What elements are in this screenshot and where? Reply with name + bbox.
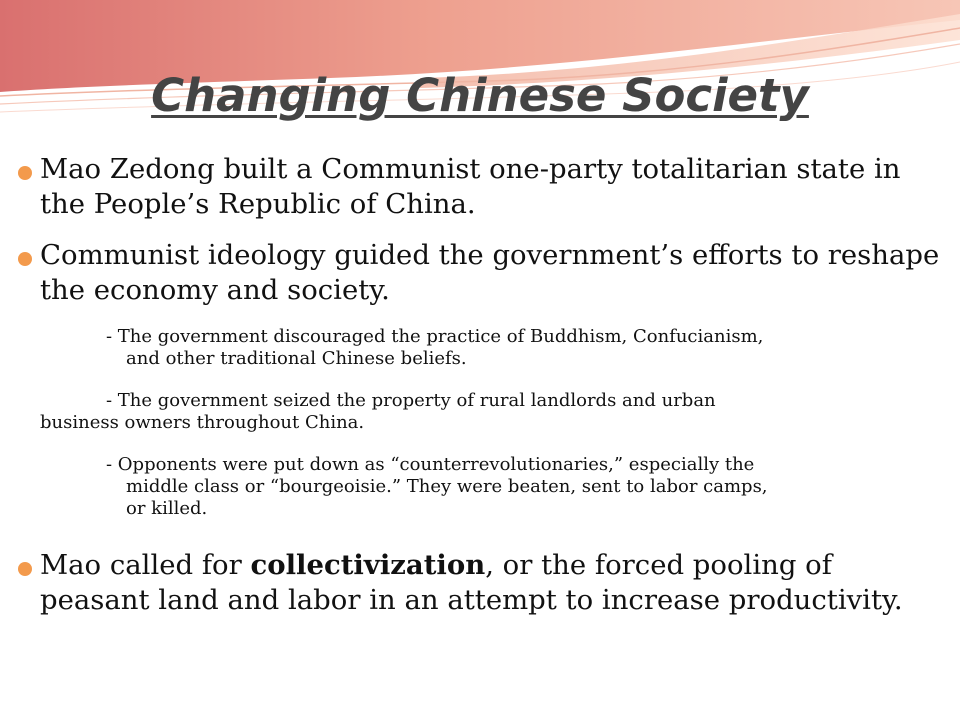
subpoint-line (40, 454, 940, 476)
bullet-3-post: , or the forced pooling of peasant land and labor in an attempt to increase productivity. (40, 549, 903, 616)
subpoint-line (40, 326, 940, 348)
subpoint-line (40, 498, 940, 520)
subpoint-text: business owners throughout China. (40, 412, 365, 433)
bullet-dot (18, 562, 32, 576)
subpoint-1 (40, 326, 940, 370)
bullet-dot (18, 166, 32, 180)
subpoint-text: and other traditional Chinese beliefs. (126, 348, 467, 369)
bullet-dot (18, 252, 32, 266)
subpoint-text: or killed. (126, 498, 208, 519)
bullet-2: Communist ideology guided the government’s efforts to reshape the economy and society. (40, 239, 940, 306)
subpoint-text: middle class or “bourgeoisie.” They were beaten, sent to labor camps, (126, 476, 768, 497)
subpoint-line (40, 412, 940, 434)
subpoint-line (40, 390, 940, 412)
bullet-3-term: collectivization (250, 549, 486, 581)
bullet-1: Mao Zedong built a Communist one-party totalitarian state in the People’s Republic of China. (40, 153, 901, 220)
bullet-3 (40, 548, 945, 618)
subpoint-text: - The government seized the property of rural landlords and urban (106, 390, 716, 411)
subpoint-line (40, 348, 940, 370)
subpoint-2 (40, 390, 940, 434)
subpoint-text: - Opponents were put down as “counterrevolutionaries,” especially the (106, 454, 755, 475)
slide-title: Changing Chinese Society (151, 69, 809, 122)
subpoint-3 (40, 454, 940, 520)
bullet-3-pre: Mao called for (40, 549, 251, 581)
subpoint-text: - The government discouraged the practice of Buddhism, Confucianism, (106, 326, 764, 347)
subpoint-line (40, 476, 940, 498)
